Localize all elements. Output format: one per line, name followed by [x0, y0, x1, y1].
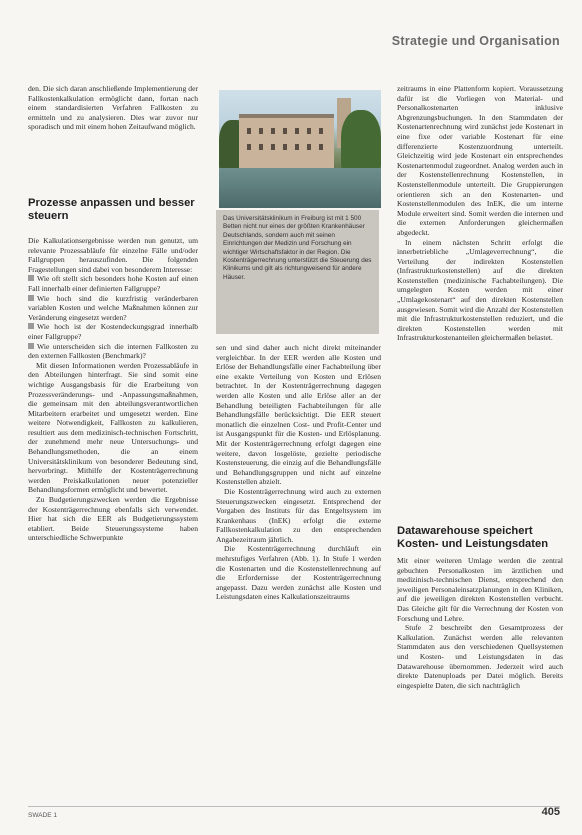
page-number: 405	[541, 806, 560, 818]
question-text: Wie hoch sind die kurzfristig veränderbaren variablen Kosten und welche Maßnahmen können zur Veränderung eingesetzt werden?	[28, 293, 198, 322]
building	[239, 114, 334, 168]
tree	[341, 110, 381, 170]
question-item	[28, 274, 198, 293]
question-text: Wie unterscheiden sich die internen Fallkosten zu den externen Fallkosten (Benchmark)?	[28, 341, 198, 361]
column-1-body	[28, 236, 198, 543]
section-title: Strategie und Organisation	[391, 34, 560, 48]
footer-rule	[28, 806, 560, 807]
bullet-icon	[28, 275, 34, 281]
question-item	[28, 342, 198, 361]
column-2	[216, 343, 381, 602]
paragraph: den. Die sich daran anschließende Implementierung der Fallkostenkalkulation ermöglicht dann, fortan nach einem standardisierten Verfahren Fallkosten zu ermitteln und zu analysieren. Dies war zuvor nur sporadisch und mit einem hohen Zeitaufwand möglich.	[28, 84, 198, 132]
bullet-icon	[28, 295, 34, 301]
question-text: Wie oft stellt sich besonders hohe Kosten auf einen Fall innerhalb einer definierten Fallgruppe?	[28, 274, 198, 293]
heading-datawarehouse: Datawarehouse speichert Kosten- und Leistungsdaten	[397, 525, 549, 550]
paragraph: sen und sind daher auch nicht direkt miteinander vergleichbar. In der EER werden alle Kosten und Erlöse der Behandlungsfälle einer Fachabteilung über eine exakte Verteilung von Kosten und Erlösen betrachtet. In der Kostenträgerrechnung dagegen werden alle Kosten und alle Erlöse aller an der Behandlung beteiligten Fachabteilungen für alle Behandlungsfälle berücksichtigt. Die EER steuert monatlich die einzelnen Cost- und Profit-Center und ist Ausgangspunkt für die Kosten- und Erlösplanung. Mit der Kostenträgerrechnung erfolgt dagegen eine weitere, davon losgelöste, gezielte periodische Kostensteuerung, die einzig auf die Behandlungsfälle und Behandlungsgruppen und nicht auf einzelne Kostenstellen abzielt.	[216, 343, 381, 487]
question-item	[28, 294, 198, 323]
paragraph: Zu Budgetierungszwecken werden die Ergebnisse der Kostenträgerrechnung ebenfalls sich verwendet. Hier hat sich die EER als Budgetierungssystem etabliert. Beide Steuerungssysteme haben unterschiedliche Schwerpunkte	[28, 495, 198, 543]
paragraph: Die Kalkulationsergebnisse werden nun genutzt, um relevante Prozessabläufe für einzelne Fälle und/oder Fallgruppen herauszufinden. Die folgenden Fragestellungen sind dabei von besonderem Interesse:	[28, 236, 198, 274]
paragraph: Die Kostenträgerrechnung wird auch zu externen Steuerungszwecken eingesetzt. Entsprechend der Vorgaben des Instituts für das Entgeltsystem im Krankenhaus (InEK) erfolgt die externe Fallkostenkalkulation zu den entsprechenden Angabezeitraum jährlich.	[216, 486, 381, 544]
bullet-icon	[28, 343, 34, 349]
bullet-icon	[28, 323, 34, 329]
paragraph: Mit diesen Informationen werden Prozessabläufe in den Abteilungen hinterfragt. Sie sind somit eine wichtige Ausgangsbasis für die Erarbeitung von Prozessveränderungs- und -Anpassungsmaßnahmen, die gemeinsam mit den abteilungsverantwortlichen Mitarbeitern erarbeitet und umgesetzt werden. Eine weitere Notwendigkeit, Fallkosten zu kalkulieren, resultiert aus dem medizinisch-technischen Fortschritt, der zunehmend mehr neue Untersuchungs- und Behandlungsmethoden, die an einem Universitätsklinikum von besonderer Bedeutung sind, hervorbringt. Mithilfe der Kostenträgerrechnung werden Preiskalkulationen neuer potenzieller Behandlungsformen ermöglicht und bewertet.	[28, 360, 198, 495]
pond	[219, 168, 381, 208]
paragraph: In einem nächsten Schritt erfolgt die innerbetriebliche „Umlageverrechnung“, die Verteilung der indirekten Kostenstellen (Infrastrukturkostenstellen) auf die direkten Kostenstellen (medizinische Fachabteilungen). Die umgelegten Kosten werden mit einer „Umlagekostenart“ auf den direkten Kostenstellen ausgewiesen. Somit wird die Anzahl der Kostenstellen mit die Infrastrukturkostenstellen reduziert, und die direkten Kostenstellen werden mit Infrastrukturkostenanteilen gleichermaßen belastet.	[397, 237, 563, 343]
column-3-body	[397, 556, 563, 690]
column-3	[397, 84, 563, 343]
hospital-photo	[219, 90, 381, 208]
column-1	[28, 84, 198, 132]
question-text: Wie hoch ist der Kostendeckungsgrad innerhalb einer Fallgruppe?	[28, 322, 198, 341]
paragraph: Stufe 2 beschreibt den Gesamtprozess der Kalkulation. Zunächst werden alle relevanten Stammdaten aus den verschiedenen Quellsystemen und Kosten- und Leistungsdaten in das Datawarehouse übernommen. Jederzeit wird auch direkte Datenuploads per Datei möglich. Bereits eingespielte Daten, die sich nachträglich	[397, 623, 563, 690]
question-item	[28, 322, 198, 341]
paragraph: Mit einer weiteren Umlage werden die zentral gebuchten Personalkosten im ärztlichen und medizinisch-technischen Dienst, entsprechend den jeweiligen Personaleinsatzplanungen in den Kliniken, auf die jeweiligen direkten Kostenstellen verbucht. Das Gleiche gilt für die Verrechnung der Kosten von Forschung und Lehre.	[397, 556, 563, 623]
photo-caption: Das Universitätsklinikum in Freiburg ist mit 1 500 Betten nicht nur eines der größten Krankenhäuser Deutschlands, sondern auch mit seinen Einrichtungen der Medizin und Forschung ein wichtiger Wirtschaftsfaktor in der Region. Die Kostenträgerrechnung unterstützt die Steuerung des Klinikums und gilt als richtungweisend für andere Häuser.	[216, 210, 379, 334]
paragraph: zeitraums in eine Plattenform kopiert. Voraussetzung dafür ist die Vorliegen von Material- und Personalkostenarten inklusive Abgrenzungsbuchungen. In den Stammdaten der Kostenartenrechnung wird zunächst jede Kostenart in eine fixe oder variable Kostenart für eine differenzierte Kostenzuordnung unterteilt. Gleichzeitig wird jede Kostenart ein entsprechendes Kostenartenmodul zugeordnet. Analog werden auch in der Kostenstellenrechnung Kostenstellen, in Kostenstellenmodule unterteilt. Die Gruppierungen orientieren sich an den Kostenarten- und Kostenstellenmodulen des InEK, die um interne Module erweitert sind. Somit werden die internen und die externen Anforderungen gleichermaßen abgedeckt.	[397, 84, 563, 237]
paragraph: Die Kostenträgerrechnung durchläuft ein mehrstufiges Verfahren (Abb. 1). In Stufe 1 werden die Kostenarten und die Kostenstellenrechnung auf die Erfordernisse der Kostenträgerrechnung angepasst. Dazu werden zunächst alle Kosten und Leistungsdaten eines Kalkulationszeitraums	[216, 544, 381, 602]
heading-prozesse: Prozesse anpassen und besser steuern	[28, 197, 195, 222]
footer-journal: SWADE 1	[28, 812, 58, 819]
